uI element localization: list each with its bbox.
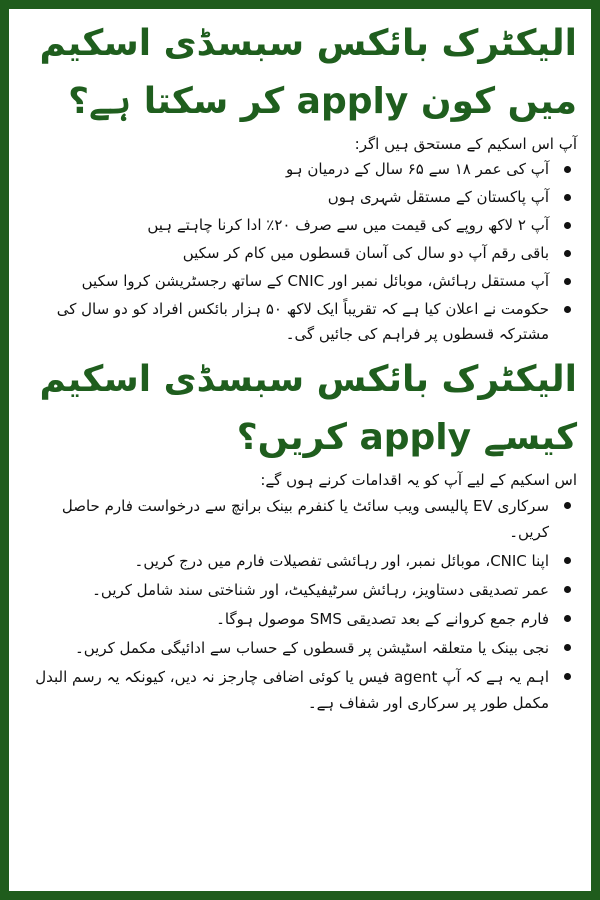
list-item: آپ ۲ لاکھ روپے کی قیمت میں سے صرف ۲۰٪ ادا کرنا چاہتے ہیں xyxy=(19,213,549,238)
list-item: نجی بینک یا متعلقہ اسٹیشن پر قسطوں کے حساب سے ادائیگی مکمل کریں۔ xyxy=(19,635,549,661)
eligibility-section xyxy=(19,15,577,347)
eligibility-intro: آپ اس اسکیم کے مستحق ہیں اگر: xyxy=(354,135,577,153)
list-item: آپ پاکستان کے مستقل شہری ہوں xyxy=(19,185,549,210)
list-item: حکومت نے اعلان کیا ہے کہ تقریباً ایک لاکھ ۵۰ ہزار بائکس افراد کو دو سال کی مشترکہ قسطوں پر فراہم کی جائیں گی۔ xyxy=(19,297,549,347)
list-item: فارم جمع کروانے کے بعد تصدیقی SMS موصول ہوگا۔ xyxy=(19,606,549,632)
list-item: عمر تصدیقی دستاویز، رہائش سرٹیفیکیٹ، اور شناختی سند شامل کریں۔ xyxy=(19,577,549,603)
eligibility-list xyxy=(19,157,577,347)
list-item: سرکاری EV پالیسی ویب سائٹ یا کنفرم بینک برانچ سے درخواست فارم حاصل کریں۔ xyxy=(19,493,549,545)
how-to-apply-section xyxy=(19,351,577,716)
list-item: آپ مستقل رہائش، موبائل نمبر اور CNIC کے ساتھ رجسٹریشن کروا سکیں xyxy=(19,269,549,294)
eligibility-heading: الیکٹرک بائکس سبسڈی اسکیم میں کون apply کر سکتا ہے؟ xyxy=(39,23,577,122)
document-body xyxy=(9,15,591,716)
how-to-apply-heading: الیکٹرک بائکس سبسڈی اسکیم کیسے apply کریں؟ xyxy=(39,359,577,458)
document-frame xyxy=(9,9,591,891)
list-item: آپ کی عمر ۱۸ سے ۶۵ سال کے درمیان ہو xyxy=(19,157,549,182)
how-to-apply-intro: اس اسکیم کے لیے آپ کو یہ اقدامات کرنے ہوں گے: xyxy=(260,471,577,489)
list-item: باقی رقم آپ دو سال کی آسان قسطوں میں کام کر سکیں xyxy=(19,241,549,266)
list-item: اہم یہ ہے کہ آپ agent فیس یا کوئی اضافی چارجز نہ دیں، کیونکہ یہ رسم البدل مکمل طور پر سرکاری اور شفاف ہے۔ xyxy=(19,664,549,716)
steps-list xyxy=(19,493,577,716)
list-item: اپنا CNIC، موبائل نمبر، اور رہائشی تفصیلات فارم میں درج کریں۔ xyxy=(19,548,549,574)
